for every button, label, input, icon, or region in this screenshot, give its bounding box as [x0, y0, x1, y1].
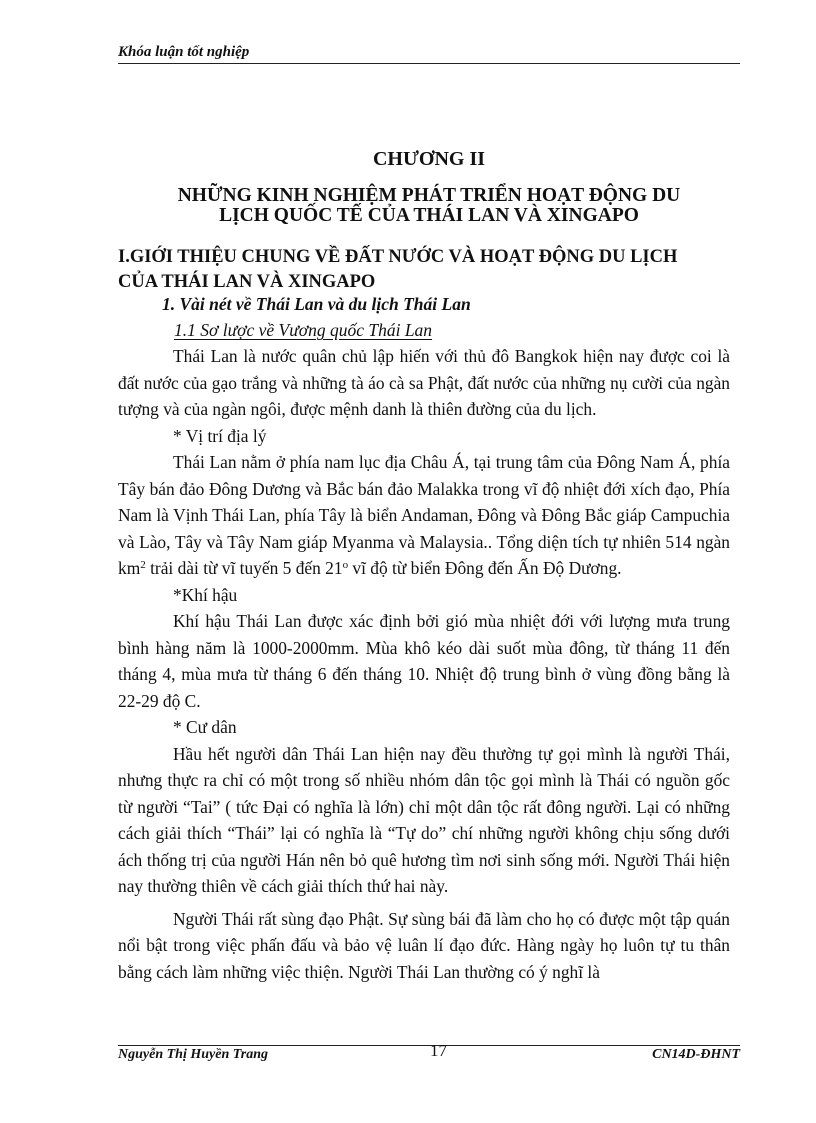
footer-class-code: CN14D-ĐHNT: [652, 1047, 740, 1062]
geography-superscript-degree: o: [342, 559, 349, 571]
chapter-title-line-2: LỊCH QUỐC TẾ CỦA THÁI LAN VÀ XINGAPO: [219, 205, 639, 226]
running-header-title: Khóa luận tốt nghiệp: [118, 44, 250, 60]
footer-rule: [118, 1045, 740, 1046]
geography-text: Thái Lan nằm ở phía nam lục địa Châu Á, tại trung tâm của Đông Nam Á, phía Tây bán đảo Đông Dương và Bắc bán đảo Malakka trong vĩ độ nhiệt đới xích đạo, Phía Nam là Vịnh Thái Lan, phía Tây là biển Andaman, Đông và Đông Bắc giáp Campuchia và Lào, Tây và Tây Nam giáp Myanma và Malaysia.. Tổng diện tích tự nhiên 514 ngàn km: [118, 452, 730, 578]
buddhism-paragraph: Người Thái rất sùng đạo Phật. Sự sùng bái đã làm cho họ có được một tập quán nổi bật trong việc phấn đấu và bảo vệ luân lí đạo đức. Hàng ngày họ luôn tự tu thân bằng cách làm những việc thiện. Người Thái Lan thường có ý nghĩ là: [118, 908, 730, 982]
climate-paragraph: Khí hậu Thái Lan được xác định bởi gió mùa nhiệt đới với lượng mưa trung bình hàng năm là 1000-2000mm. Mùa khô kéo dài suốt mùa đông, từ tháng 11 đến tháng 4, mùa mưa từ tháng 6 đến tháng 10. Nhiệt độ trung bình ở vùng đồng bằng là 22-29 độ C.: [118, 611, 730, 711]
section-heading: [118, 245, 740, 295]
subsubsection-heading: 1.1 Sơ lược về Vương quốc Thái Lan: [174, 320, 433, 340]
chapter-label: CHƯƠNG II: [372, 148, 486, 170]
page-number: 17: [430, 1041, 447, 1060]
chapter-title: [130, 186, 728, 226]
header-rule: [118, 63, 740, 64]
section-heading-line-2: CỦA THÁI LAN VÀ XINGAPO: [118, 272, 376, 292]
geography-text-3: vĩ độ từ biển Đông đến Ấn Độ Dương.: [348, 558, 622, 578]
climate-heading: *Khí hậu: [173, 584, 238, 605]
section-heading-line-1: I.GIỚI THIỆU CHUNG VỀ ĐẤT NƯỚC VÀ HOẠT ĐỘNG DU LỊCH: [118, 247, 678, 267]
chapter-title-line-1: NHỮNG KINH NGHIỆM PHÁT TRIỂN HOẠT ĐỘNG DU: [177, 185, 681, 206]
geography-heading: * Vị trí địa lý: [173, 425, 267, 446]
subsection-heading: 1. Vài nét về Thái Lan và du lịch Thái Lan: [162, 294, 471, 314]
geography-paragraph: [118, 449, 730, 582]
body-text: [118, 343, 730, 985]
population-heading: * Cư dân: [173, 717, 237, 737]
geography-text-2: trải dài từ vĩ tuyến 5 đến 21: [145, 558, 343, 578]
intro-paragraph: Thái Lan là nước quân chủ lập hiến với thủ đô Bangkok hiện nay được coi là đất nước của gạo trắng và những tà áo cà sa Phật, đất nước của những nụ cười của ngàn tượng và của ngàn ngôi, được mệnh danh là thiên đường của du lịch.: [118, 346, 730, 419]
geography-superscript-area: 2: [140, 559, 146, 571]
population-paragraph: Hầu hết người dân Thái Lan hiện nay đều thường tự gọi mình là người Thái, nhưng thực ra chỉ có một trong số nhiều nhóm dân tộc gọi mình là Thái có nguồn gốc từ người “Tai” ( tức Đại có nghĩa là lớn) chỉ một dân tộc rất đông người. Lại có những cách giải thích “Thái” lại có nghĩa là “Tự do” chí những người không chịu sống dưới ách thống trị của người Hán nên bỏ quê hương tìm nơi sinh sống mới. Người Thái hiện nay thường thiên về cách giải thích thứ hai này.: [118, 743, 730, 896]
footer-author: Nguyễn Thị Huyền Trang: [118, 1047, 268, 1062]
